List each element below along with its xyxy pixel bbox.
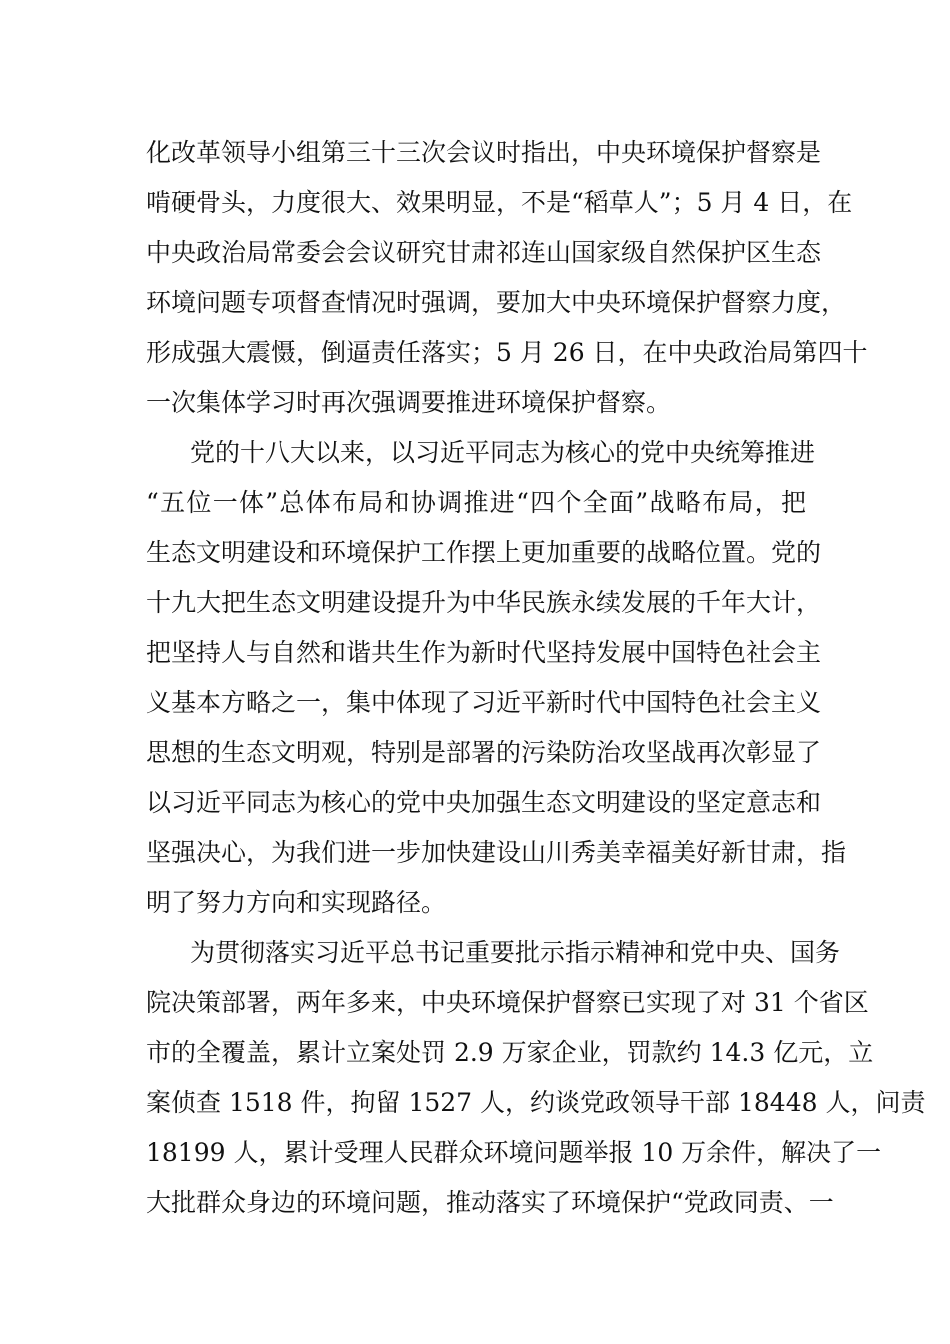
text-line: 形成强大震慑，倒逼责任落实；5 月 26 日，在中央政治局第四十 (146, 338, 868, 367)
text-line: 以习近平同志为核心的党中央加强生态文明建设的坚定意志和 (146, 788, 822, 817)
text-line: 环境问题专项督查情况时强调，要加大中央环境保护督察力度， (146, 288, 847, 317)
text-line: 化改革领导小组第三十三次会议时指出，中央环境保护督察是 (146, 138, 822, 167)
text-line: 一次集体学习时再次强调要推进环境保护督察。 (146, 388, 672, 417)
text-line: 案侦查 1518 件，拘留 1527 人，约谈党政领导干部 18448 人，问责 (146, 1088, 926, 1117)
body-text (146, 128, 926, 1228)
paragraph-start-line: 党的十八大以来，以习近平同志为核心的党中央统筹推进 (190, 438, 816, 467)
text-line: 坚强决心，为我们进一步加快建设山川秀美幸福美好新甘肃，指 (146, 838, 847, 867)
text-line: 生态文明建设和环境保护工作摆上更加重要的战略位置。党的 (146, 538, 822, 567)
text-line: 院决策部署，两年多来，中央环境保护督察已实现了对 31 个省区 (146, 988, 869, 1017)
text-line: 思想的生态文明观，特别是部署的污染防治攻坚战再次彰显了 (146, 738, 822, 767)
text-line: 中央政治局常委会会议研究甘肃祁连山国家级自然保护区生态 (146, 238, 822, 267)
text-line: 十九大把生态文明建设提升为中华民族永续发展的千年大计， (146, 588, 822, 617)
text-line: 明了努力方向和实现路径。 (146, 888, 447, 917)
text-line: “五位一体”总体布局和协调推进“四个全面”战略布局，把 (146, 488, 806, 517)
text-line: 大批群众身边的环境问题，推动落实了环境保护“党政同责、一 (146, 1188, 834, 1217)
text-line: 义基本方略之一，集中体现了习近平新时代中国特色社会主义 (146, 688, 822, 717)
text-line: 市的全覆盖，累计立案处罚 2.9 万家企业，罚款约 14.3 亿元，立 (146, 1038, 874, 1067)
text-line: 18199 人，累计受理人民群众环境问题举报 10 万余件，解决了一 (146, 1138, 882, 1167)
text-line: 把坚持人与自然和谐共生作为新时代坚持发展中国特色社会主 (146, 638, 822, 667)
text-line: 啃硬骨头，力度很大、效果明显，不是“稻草人”；5 月 4 日，在 (146, 188, 853, 217)
paragraph-start-line: 为贯彻落实习近平总书记重要批示指示精神和党中央、国务 (190, 938, 841, 967)
